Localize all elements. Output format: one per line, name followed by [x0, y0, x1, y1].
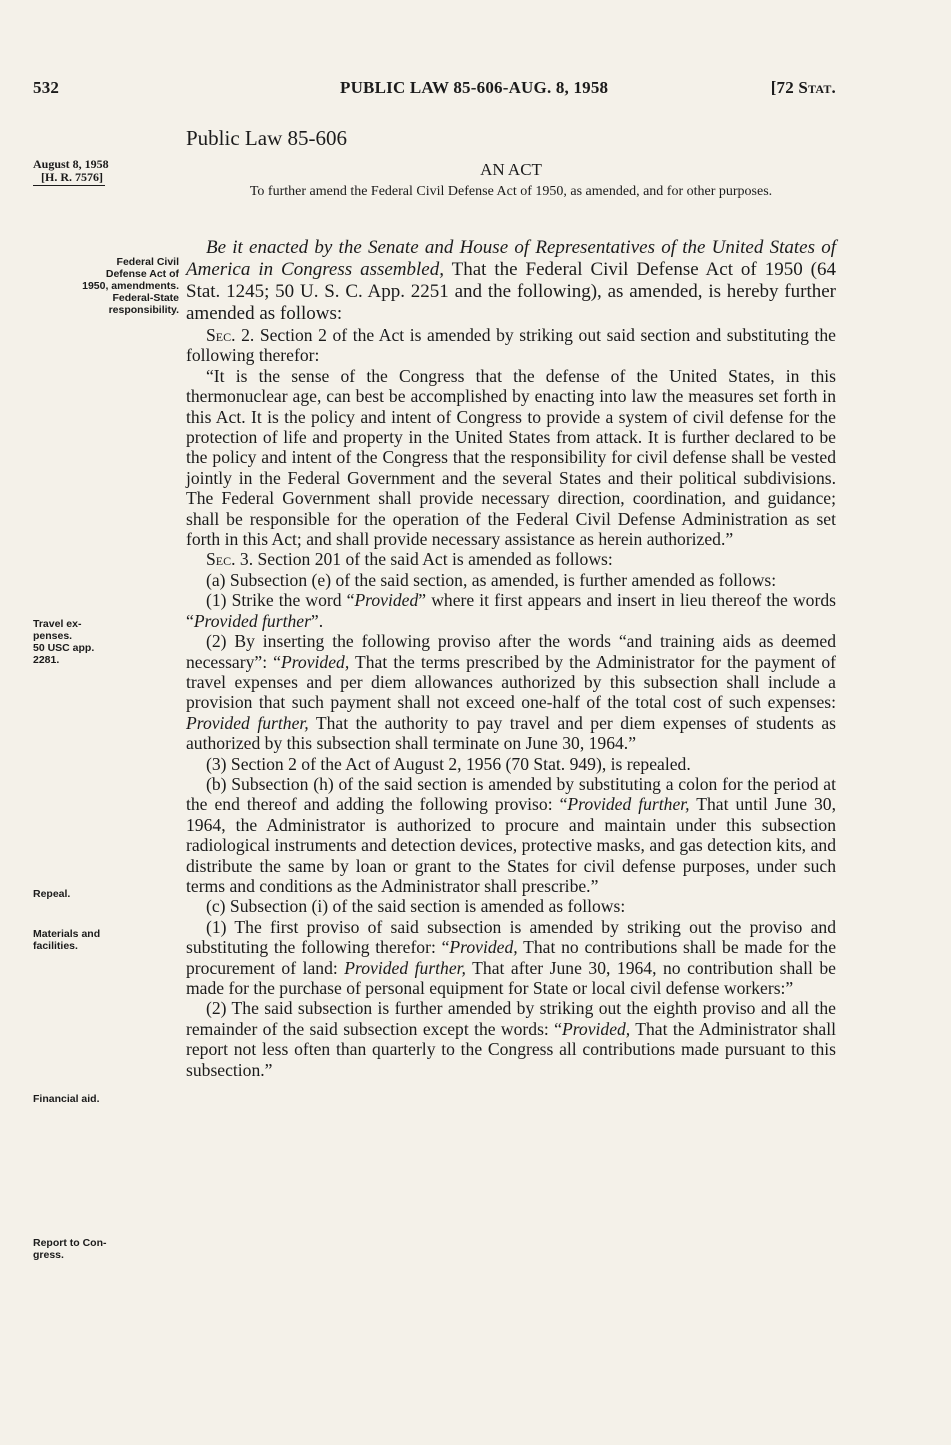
a2-text-1: (2) By inserting the following proviso after the words “and training aids as deemed necessary”: “ — [186, 631, 836, 672]
paragraph-a2 — [186, 631, 836, 753]
section-2-text: Section 2 of the Act is amended by striking out said section and substituting the following therefor: — [186, 325, 836, 366]
c2-italic: Provided, — [561, 1018, 631, 1039]
margin-note-materials — [33, 928, 179, 952]
margin-note-fcda — [33, 256, 179, 316]
volume-text: [72 Stat. — [770, 78, 836, 97]
volume-citation — [771, 78, 836, 98]
enacting-formula: Be it enacted by the Senate and House of Representatives of the United States of America in Congress assembled, — [186, 237, 836, 280]
enacting-text: That the Federal Civil Defense Act of 1950 (64 Stat. 1245; 50 U. S. C. App. 2251 and the following), as amended, is hereby further amended as follows: — [186, 259, 836, 324]
materials-line-2: facilities. — [33, 940, 78, 952]
fcda-line-2: Defense Act of — [105, 268, 179, 280]
subsection-c: (c) Subsection (i) of the said section is amended as follows: — [206, 896, 626, 917]
margin-note-date — [33, 158, 179, 186]
section-2-label: Sec. 2. — [206, 325, 255, 345]
c1-text-3: That after June 30, 1964, no contribution shall be made for the purchase of personal equipment for State or local civil defense workers:” — [186, 957, 836, 998]
c1-text-1: (1) The first proviso of said subsection is amended by striking out the proviso and substituting the following therefor: “ — [186, 916, 836, 958]
c2-text-2: That the Administrator shall report not less often than quarterly to the Congress all contributions made pursuant to this subsection.” — [186, 1018, 836, 1080]
paragraph-c2 — [186, 998, 836, 1080]
section-3-text: Section 201 of the said Act is amended as follows: — [253, 549, 613, 570]
b-italic: Provided further, — [567, 794, 690, 815]
a1-text-1: (1) Strike the word “ — [206, 590, 355, 611]
c1-italic-1: Provided, — [449, 937, 518, 958]
c2-text-1: (2) The said subsection is further amended by striking out the eighth proviso and all the remainder of the said subsection except the words: “ — [186, 998, 836, 1039]
running-title: PUBLIC LAW 85-606-AUG. 8, 1958 — [340, 78, 609, 97]
section-3-label: Sec. 3. — [206, 549, 254, 570]
enacting-clause — [186, 237, 836, 325]
travel-line-3: 50 USC app. — [33, 642, 95, 654]
margin-note-repeal: Repeal. — [33, 888, 71, 900]
a1-italic-2: Provided further — [193, 610, 311, 631]
materials-line-1: Materials and — [33, 928, 101, 940]
enactment-date: August 8, 1958 — [33, 157, 109, 171]
travel-line-2: penses. — [33, 630, 73, 642]
paragraph-c1 — [186, 917, 836, 999]
a2-italic-2: Provided further, — [186, 712, 309, 733]
travel-line-4: 2281. — [33, 654, 60, 666]
a1-text-3: ”. — [310, 610, 324, 631]
margin-note-travel — [33, 618, 179, 666]
act-heading: AN ACT — [480, 160, 542, 179]
paragraph-a1 — [186, 590, 836, 631]
paragraph-a3: (3) Section 2 of the Act of August 2, 1956 (70 Stat. 949), is repealed. — [206, 753, 691, 774]
report-line-2: gress. — [33, 1249, 64, 1261]
fcda-line-5: responsibility. — [108, 304, 179, 316]
a1-text-2: ” where it first appears and insert in lieu thereof the words “ — [186, 590, 836, 631]
page-number: 532 — [33, 78, 60, 97]
section-3 — [186, 549, 836, 569]
fcda-line-4: Federal-State — [112, 292, 179, 304]
report-line-1: Report to Con- — [33, 1237, 107, 1249]
law-title: Public Law 85-606 — [186, 126, 347, 150]
b-text-2: That until June 30, 1964, the Administrator is authorized to procure and maintain under this subsection radiological instruments and detection devices, protective masks, and gas detection kits, and distribute the same by loan or grant to the States for civil defense purposes, under such terms and conditions as the Administrator shall prescribe.” — [186, 794, 837, 896]
c1-italic-2: Provided further, — [344, 957, 466, 978]
act-purpose: To further amend the Federal Civil Defense Act of 1950, as amended, and for other purposes. — [249, 184, 773, 199]
subsection-b — [186, 774, 836, 896]
margin-note-financial: Financial aid. — [33, 1093, 100, 1105]
section-2 — [186, 325, 836, 366]
margin-note-report — [33, 1237, 179, 1261]
travel-line-1: Travel ex- — [33, 618, 82, 630]
b-text-1: (b) Subsection (h) of the said section is amended by substituting a colon for the period at the end thereof and adding the following proviso: “ — [186, 773, 836, 815]
a2-text-2: That the terms prescribed by the Administrator for the payment of travel expenses and per diem allowances authorized by this subsection shall include a provision that such payment shall not exceed one-half of the total cost of such expenses: — [186, 651, 836, 713]
section-2-quotation: “It is the sense of the Congress that the defense of the United States, in this thermonuclear age, can best be accomplished by enacting into law the measures set forth in this Act. It is the policy and intent of Congress to provide a system of civil defense for the protection of life and property in the United States from attack. It is further declared to be the policy and intent of the Congress that the responsibility for civil defense shall be vested jointly in the Federal Government and the several States and their political subdivisions. The Federal Government shall provide necessary direction, coordination, and guidance; shall be responsible for the operation of the Federal Civil Defense Administration as set forth in this Act; and shall provide necessary assistance as herein authorized.” — [186, 365, 836, 550]
a2-text-3: That the authority to pay travel and per diem expenses of students as authorized by this subsection shall terminate on June 30, 1964.” — [186, 712, 837, 754]
a1-italic-1: Provided — [354, 590, 419, 611]
a2-italic-1: Provided, — [280, 651, 350, 672]
bill-number: [H. R. 7576] — [33, 171, 105, 186]
subsection-a: (a) Subsection (e) of the said section, as amended, is further amended as follows: — [206, 569, 777, 590]
fcda-line-3: 1950, amendments. — [82, 280, 179, 292]
c1-text-2: That no contributions shall be made for the procurement of land: — [186, 937, 837, 978]
fcda-line-1: Federal Civil — [116, 256, 179, 268]
statute-body — [186, 237, 836, 1080]
